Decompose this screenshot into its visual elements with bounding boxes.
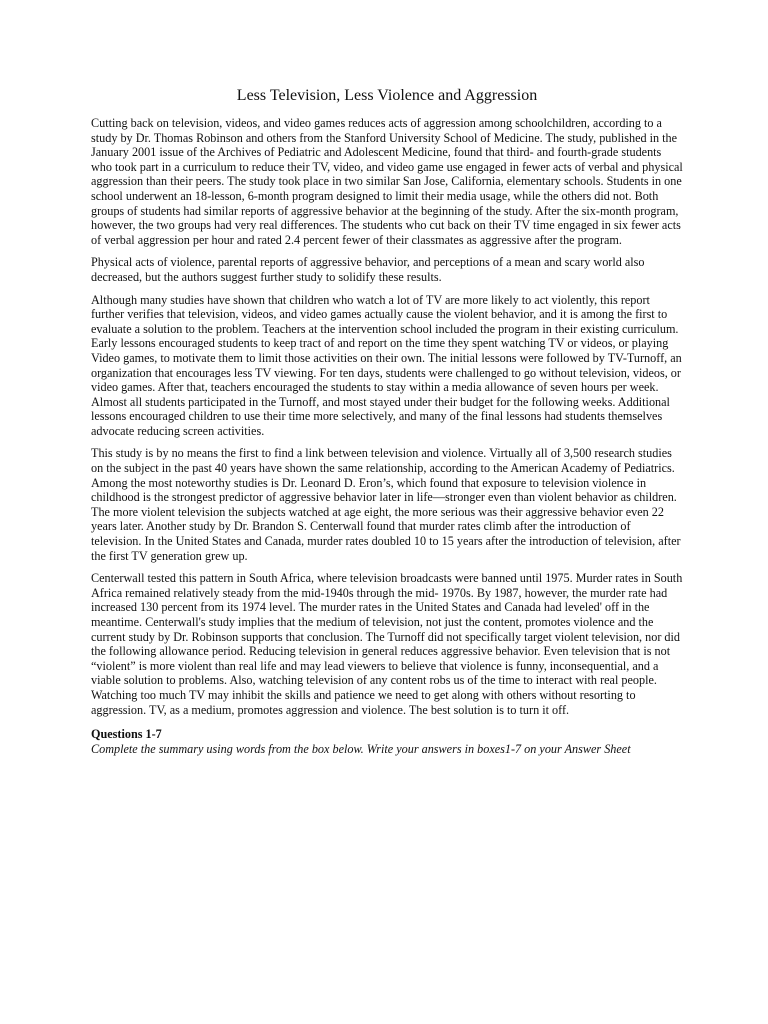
paragraph-3: Although many studies have shown that children who watch a lot of TV are more likely to act violently, this report further verifies that television, videos, and video games actually cause the violent behavior, and it is among the first to evaluate a solution to the problem. Teachers at the intervention school included the program in their existing curriculum. Early lessons encouraged students to keep tract of and report on the time they spent watching TV or videos, or playing Video games, to motivate them to limit those activities on their own. The initial lessons were followed by TV-Turnoff, an organization that encourages less TV viewing. For ten days, students were challenged to go without television, videos, or video games. After that, teachers encouraged the students to stay within a media allowance of seven hours per week. Almost all students participated in the Turnoff, and most stayed under their budget for the following weeks. Additional lessons encouraged children to use their time more selectively, and many of the final lessons had students themselves advocate reducing screen activities. <box>91 292 682 438</box>
document-title: Less Television, Less Violence and Aggression <box>236 87 538 104</box>
paragraph-5: Centerwall tested this pattern in South Africa, where television broadcasts were banned until 1975. Murder rates in South Africa remained relatively steady from the mid-1940s through the mid- 1970s. By 1987, however, the murder rate had increased 130 percent from its 1974 level. The murder rates in the United States and Canada had leveled' off in the meantime. Centerwall's study implies that the medium of television, not just the content, promotes violence and the current study by Dr. Robinson supports that conclusion. The Turnoff did not specifically target violent television, nor did the following allowance period. Reducing television in general reduces aggressive behavior. Even television that is not “violent” is more violent than real life and may lead viewers to believe that violence is funny, inconsequential, and a viable solution to problems. Also, watching television of any content robs us of the time to interact with real people. Watching too much TV may inhibit the skills and patience we need to get along with others without resorting to aggression. TV, as a medium, promotes aggression and violence. The best solution is to turn it off. <box>91 571 683 717</box>
paragraph-1: Cutting back on television, videos, and video games reduces acts of aggression among schoolchildren, according to a study by Dr. Thomas Robinson and others from the Stanford University School of Medicine. The study, published in the January 2001 issue of the Archives of Pediatric and Adolescent Medicine, found that third- and fourth-grade students who took part in a curriculum to reduce their TV, video, and video game use engaged in fewer acts of verbal and physical aggression than their peers. The study took place in two similar San Jose, California, elementary schools. Students in one school underwent an 18-lesson, 6-month program designed to limit their media usage, while the others did not. Both groups of students had similar reports of aggressive behavior at the beginning of the study. After the six-month program, however, the two groups had very real differences. The students who cut back on their TV time engaged in six fewer acts of verbal aggression per hour and rated 2.4 percent fewer of their classmates as aggressive after the program. <box>91 116 683 247</box>
paragraph-4: This study is by no means the first to find a link between television and violence. Virtually all of 3,500 research studies on the subject in the past 40 years have shown the same relationship, according to the American Academy of Pediatrics. Among the most noteworthy studies is Dr. Leonard D. Eron’s, which found that exposure to television violence in childhood is the strongest predictor of aggressive behavior later in life—stronger even than violent behavior as children. The more violent television the subjects watched at age eight, the more serious was their aggressive behavior even 22 years later. Another study by Dr. Brandon S. Centerwall found that murder rates climb after the introduction of television. In the United States and Canada, murder rates doubled 10 to 15 years after the introduction of television, after the first TV generation grew up. <box>91 446 681 563</box>
paragraph-2: Physical acts of violence, parental reports of aggressive behavior, and perceptions of a mean and scary world also decreased, but the authors suggest further study to solidify these results. <box>91 255 645 284</box>
questions-instruction: Complete the summary using words from the box below. Write your answers in boxes1-7 on your Answer Sheet <box>91 742 631 757</box>
questions-heading: Questions 1-7 <box>91 727 162 742</box>
document-page <box>91 86 683 757</box>
